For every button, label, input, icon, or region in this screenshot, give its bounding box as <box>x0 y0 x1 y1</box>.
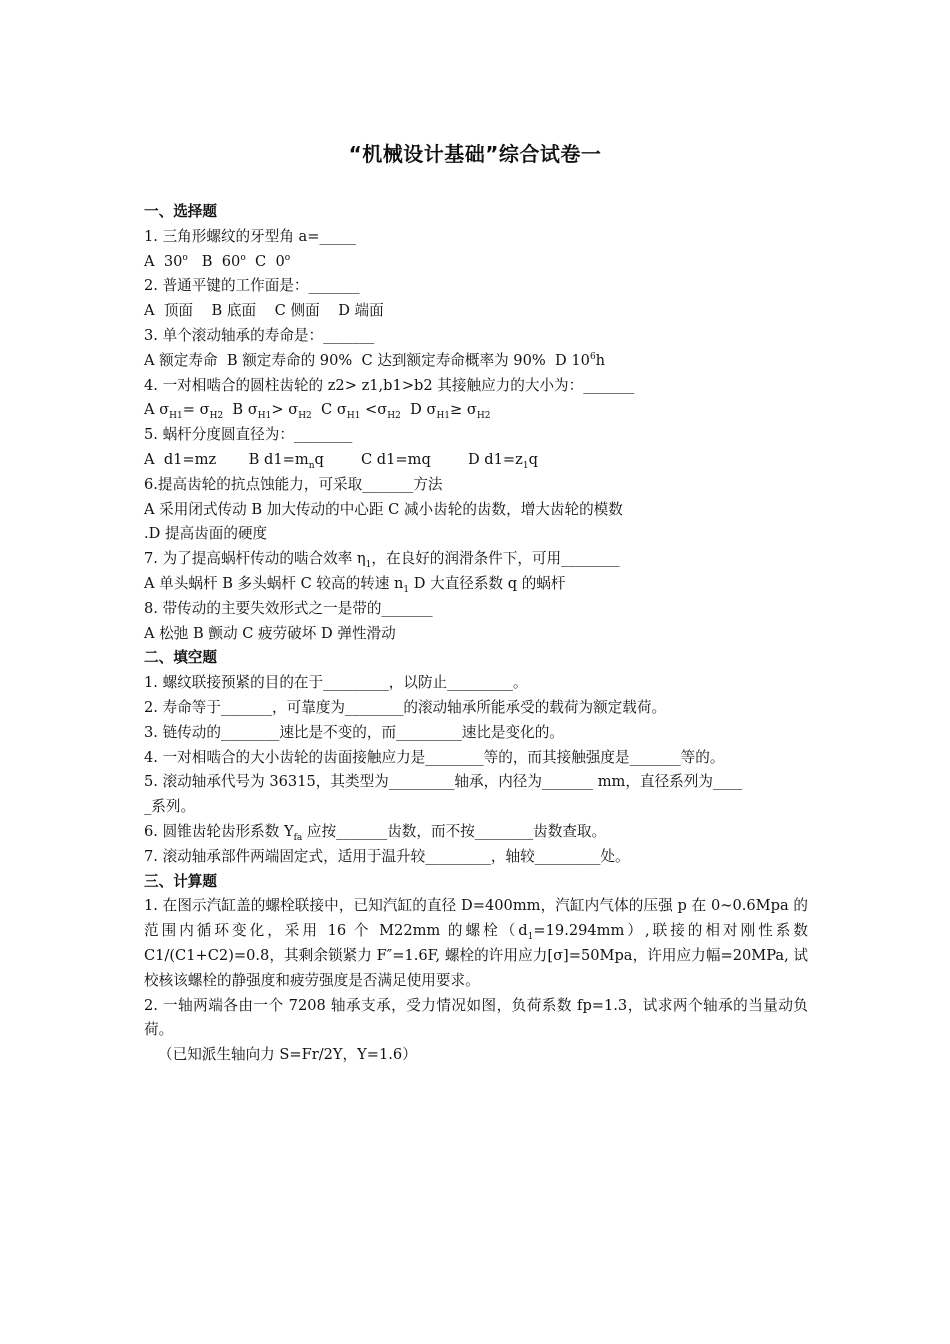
fill-question-3: 3. 链传动的________速比是不变的，而_________速比是变化的。 <box>144 723 564 741</box>
question-7-options <box>144 572 808 597</box>
option-c: C d1=mq <box>361 450 468 468</box>
subscript: H1 <box>169 411 183 422</box>
option-d-tail: q <box>528 450 538 468</box>
subscript: 1 <box>403 584 410 595</box>
question-4-options <box>144 398 808 423</box>
options-text: D 大直径系数 q 的蜗杆 <box>409 574 566 592</box>
option-b: B d1=m <box>248 450 309 468</box>
sigma: σ <box>466 401 477 419</box>
subscript: fa <box>293 832 303 843</box>
sigma: σ <box>247 401 258 419</box>
calc-question-1 <box>144 894 813 993</box>
fill-question-1: 1. 螺纹联接预紧的目的在于_________，以防止_________。 <box>144 674 528 692</box>
question-1-options <box>144 250 808 275</box>
subscript: H2 <box>298 411 312 422</box>
question-2: 2. 普通平键的工作面是：_______ <box>144 277 360 295</box>
option-c: C 0 <box>245 252 285 270</box>
options-text: h <box>595 351 606 369</box>
exam-content <box>144 200 813 1068</box>
subscript: 1 <box>522 460 529 471</box>
question-3: 3. 单个滚动轴承的寿命是：_______ <box>144 326 375 344</box>
question-6-options-1: A 采用闭式传动 B 加大传动的中心距 C 减小齿轮的齿数，增大齿轮的模数 <box>144 500 623 518</box>
option-b-tail: q <box>314 450 361 468</box>
fill-question-4: 4. 一对相啮合的大小齿轮的齿面接触应力是________等的，而其接触强度是_______等的。 <box>144 748 725 766</box>
options-text: A 单头蜗杆 B 多头蜗杆 C 较高的转速 n <box>144 574 404 592</box>
option-d: D d1=z <box>467 450 523 468</box>
option-a: A d1=mz <box>144 450 249 468</box>
subscript: 1 <box>527 932 534 943</box>
question-text: 应按_______齿数，而不按________齿数查取。 <box>302 822 607 840</box>
section-heading-fill: 二、填空题 <box>144 649 217 667</box>
question-text: 6. 圆锥齿轮齿形系数 Y <box>144 822 294 840</box>
option-d: D <box>400 401 427 419</box>
question-7 <box>144 547 808 572</box>
sigma: σ <box>199 401 210 419</box>
question-5: 5. 蜗杆分度圆直径为：________ <box>144 426 353 444</box>
sigma: σ <box>426 401 437 419</box>
option-b: B 60 <box>187 252 241 270</box>
exponent: 6 <box>589 351 596 362</box>
option-c: C <box>311 401 337 419</box>
sigma: σ <box>159 401 170 419</box>
question-text: 7. 为了提高蜗杆传动的啮合效率 η <box>144 550 366 568</box>
question-text: =19.294mm）,联接的相对刚性系数 C1/(C1+C2)=0.8，其剩余锁紧力 F″=1.6F, 螺栓的许用应力[σ]=50Mpa，许用应力幅=20MPa, 试校核该螺栓的静强度和疲劳强度是否满足使用要求。 <box>144 922 813 989</box>
subscript: H2 <box>209 411 224 422</box>
question-1: 1. 三角形螺纹的牙型角 a=_____ <box>144 227 356 245</box>
relation: < <box>360 401 378 419</box>
option-a: A <box>144 401 160 419</box>
relation: = <box>182 401 200 419</box>
fill-question-7: 7. 滚动轴承部件两端固定式，适用于温升较_________，轴较_________处。 <box>144 847 630 865</box>
question-8-options: A 松弛 B 颤动 C 疲劳破坏 D 弹性滑动 <box>144 624 396 642</box>
sigma: σ <box>377 401 388 419</box>
sigma: σ <box>336 401 347 419</box>
question-5-options <box>144 448 808 473</box>
fill-question-5-cont: _系列。 <box>144 798 196 816</box>
option-b: B <box>223 401 248 419</box>
subscript: H1 <box>436 411 451 422</box>
fill-question-6 <box>144 820 808 845</box>
fill-question-2: 2. 寿命等于_______，可靠度为________的滚动轴承所能承受的载荷为额定载荷。 <box>144 698 667 716</box>
calc-question-2-note: （已知派生轴向力 S=Fr/2Y，Y=1.6） <box>158 1046 417 1064</box>
fill-question-5: 5. 滚动轴承代号为 36315，其类型为_________轴承，内径为_______ mm，直径系列为____ <box>144 773 743 791</box>
calc-question-2: 2. 一轴两端各由一个 7208 轴承支承，受力情况如图，负荷系数 fp=1.3，试求两个轴承的当量动负荷。 <box>144 996 808 1039</box>
question-6-options-2: .D 提高齿面的硬度 <box>144 525 268 543</box>
question-2-options: A 顶面 B 底面 C 侧面 D 端面 <box>144 302 384 320</box>
subscript: n <box>308 460 315 471</box>
subscript: H1 <box>346 411 361 422</box>
section-heading-calc: 三、计算题 <box>144 872 217 890</box>
section-heading-choice: 一、选择题 <box>144 203 217 220</box>
degree-mark: o <box>182 252 188 263</box>
relation: ≥ <box>450 401 467 419</box>
question-text: 1. 在图示汽缸盖的螺栓联接中，已知汽缸的直径 D=400mm，汽缸内气体的压强 p 在 0~0.6Mpa 的范围内循环变化，采用 16 个 M22mm 的螺栓（d <box>144 897 808 940</box>
subscript: H2 <box>476 411 491 422</box>
sigma: σ <box>288 401 299 419</box>
subscript: H1 <box>257 411 272 422</box>
relation: > <box>271 401 289 419</box>
question-4: 4. 一对相啮合的圆柱齿轮的 z2> z1,b1>b2 其接触应力的大小为：_______ <box>144 376 635 394</box>
subscript: 1 <box>365 560 372 571</box>
question-text: ，在良好的润滑条件下，可用________ <box>371 550 620 568</box>
question-8: 8. 带传动的主要失效形式之一是带的_______ <box>144 599 433 617</box>
question-6: 6.提高齿轮的抗点蚀能力，可采取_______方法 <box>144 475 443 493</box>
degree-mark: o <box>284 252 291 263</box>
question-3-options <box>144 349 808 374</box>
page-title: “机械设计基础”综合试卷一 <box>348 142 602 166</box>
subscript: H2 <box>387 411 401 422</box>
options-text: A 额定寿命 B 额定寿命的 90% C 达到额定寿命概率为 90% D 10 <box>144 351 590 369</box>
degree-mark: o <box>240 252 246 263</box>
option-a: A 30 <box>144 252 183 270</box>
